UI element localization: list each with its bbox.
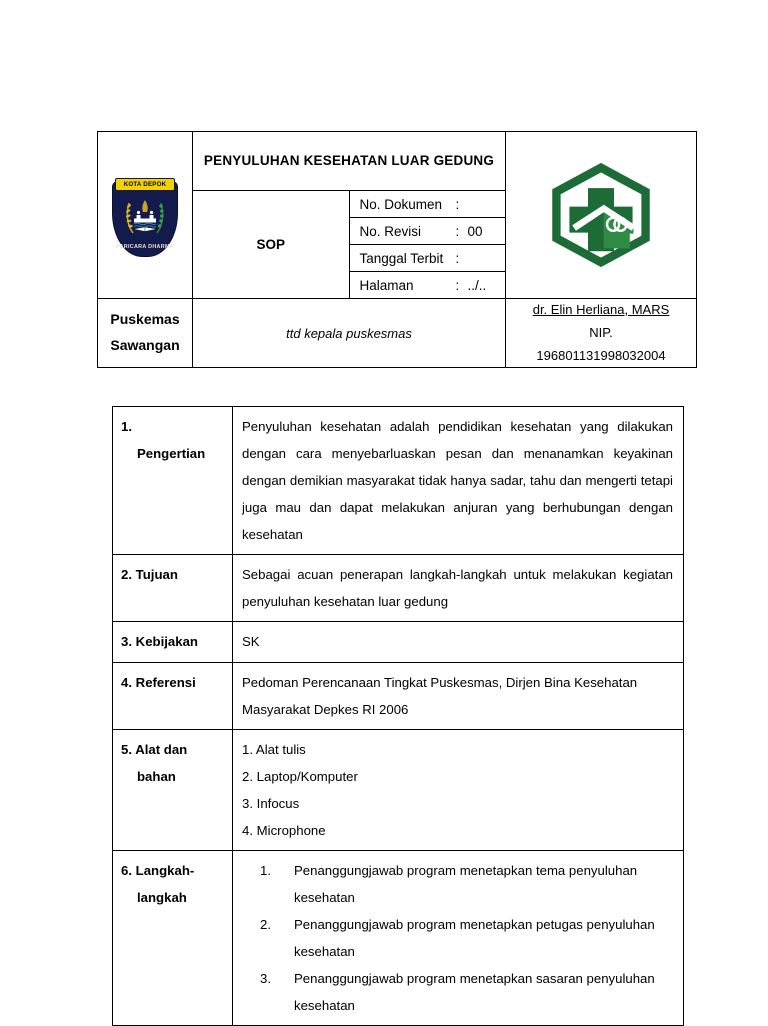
row-label-pengertian [113, 407, 233, 555]
table-row [113, 555, 684, 622]
signer-nip-label: NIP. [589, 324, 613, 340]
steps-list [242, 857, 673, 1019]
table-row [113, 622, 684, 662]
table-row [113, 729, 684, 850]
docinfo-tanggal-terbit [350, 245, 506, 272]
table-row [113, 850, 684, 1025]
docinfo-label-halaman: Halaman [359, 277, 414, 293]
row-label-text-5a: Alat dan [135, 741, 188, 757]
kota-depok-emblem-cell [98, 132, 193, 299]
row-body-kebijakan: SK [233, 622, 684, 662]
row-label-text-1: Pengertian [137, 446, 206, 462]
signature-note-cell: ttd kepala puskesmas [193, 299, 506, 368]
docinfo-sep-1: : [455, 223, 460, 239]
step-text-3: Penanggungjawab program menetapkan sasaran penyuluhan kesehatan [294, 971, 655, 1014]
table-row [113, 407, 684, 555]
puskesmas-cross-logo [545, 163, 657, 267]
kota-depok-emblem [112, 173, 178, 257]
alat-bahan-list [242, 736, 673, 844]
row-number-1: 1. [121, 419, 132, 434]
document-info-table [350, 191, 506, 298]
row-label-text-6a: Langkah- [135, 862, 195, 878]
document-title-cell [193, 132, 506, 191]
row-label-tujuan [113, 555, 233, 622]
row-label-text-4: Referensi [135, 674, 196, 690]
row-label-text-2: Tujuan [135, 567, 178, 583]
step-number-1: 1. [260, 862, 271, 878]
table-row [113, 662, 684, 729]
puskesmas-name-line1: Puskemas [110, 311, 180, 328]
docinfo-value-no-revisi: 00 [467, 223, 483, 239]
row-label-langkah-langkah [113, 850, 233, 1025]
docinfo-no-revisi [350, 218, 506, 245]
emblem-center-graphic [125, 197, 165, 239]
puskesmas-name-cell [98, 299, 193, 368]
list-item: 2. Laptop/Komputer [242, 768, 358, 784]
row-label-text-3: Kebijakan [135, 634, 198, 650]
row-number-4: 4. [121, 674, 132, 690]
docinfo-row-tanggal-terbit [350, 245, 506, 272]
list-item [242, 857, 673, 911]
row-label-text-5b: bahan [137, 768, 176, 784]
row-body-langkah-langkah [233, 850, 684, 1025]
docinfo-row-halaman [350, 272, 506, 299]
docinfo-sep-0: : [455, 196, 460, 212]
step-text-1: Penanggungjawab program menetapkan tema penyuluhan kesehatan [294, 862, 638, 905]
sop-label-cell: SOP [193, 191, 350, 299]
signer-cell [506, 299, 697, 368]
docinfo-label-no-revisi: No. Revisi [359, 223, 422, 239]
docinfo-no-dokumen [350, 191, 506, 218]
row-number-5: 5. [121, 741, 132, 757]
step-number-3: 3. [260, 971, 271, 987]
row-label-referensi [113, 662, 233, 729]
emblem-motto-label: PARICARA DHARMA [116, 244, 174, 250]
document-title: PENYULUHAN KESEHATAN LUAR GEDUNG [203, 153, 495, 169]
docinfo-sep-2: : [455, 250, 460, 266]
step-number-2: 2. [260, 917, 271, 932]
docinfo-label-no-dokumen: No. Dokumen [359, 196, 443, 212]
docinfo-row-no-dokumen [350, 191, 506, 218]
docinfo-row-no-revisi [350, 218, 506, 245]
row-number-2: 2. [121, 567, 132, 583]
docinfo-halaman [350, 272, 506, 299]
list-item: 3. Infocus [242, 795, 300, 811]
document-info-cell [349, 191, 506, 299]
row-body-alat-dan-bahan [233, 729, 684, 850]
row-body-tujuan: Sebagai acuan penerapan langkah-langkah untuk melakukan kegiatan penyuluhan kesehatan luar gedung [233, 555, 684, 622]
step-text-2: Penanggungjawab program menetapkan petugas penyuluhan kesehatan [294, 917, 655, 960]
document-header-table [97, 131, 697, 368]
row-body-pengertian: Penyuluhan kesehatan adalah pendidikan kesehatan yang dilakukan dengan cara menyebarluaskan pesan dan menanamkan keyakinan dengan demikian masyarakat tidak hanya sadar, tahu dan mengerti tetapi juga mau dan dapat melakukan anjuran yang berhubungan dengan kesehatan [233, 407, 684, 555]
row-number-3: 3. [121, 634, 132, 650]
row-label-kebijakan [113, 622, 233, 662]
docinfo-value-halaman: ../.. [467, 277, 487, 293]
puskesmas-name-line2: Sawangan [110, 337, 180, 354]
list-item: 4. Microphone [242, 822, 326, 838]
docinfo-label-tanggal-terbit: Tanggal Terbit [359, 250, 444, 266]
signer-name: dr. Elin Herliana, MARS [532, 302, 670, 317]
list-item [242, 911, 673, 965]
puskesmas-logo-cell [506, 132, 697, 299]
list-item: 1. Alat tulis [242, 741, 306, 757]
sop-content-table [112, 406, 684, 1026]
docinfo-sep-3: : [455, 277, 460, 293]
row-body-referensi: Pedoman Perencanaan Tingkat Puskesmas, Dirjen Bina Kesehatan Masyarakat Depkes RI 2006 [233, 662, 684, 729]
row-number-6: 6. [121, 862, 132, 878]
list-item [242, 965, 673, 1019]
emblem-banner-label: KOTA DEPOK [115, 178, 175, 191]
signer-nip-value: 196801131998032004 [536, 347, 666, 363]
row-label-text-6b: langkah [137, 889, 187, 905]
row-label-alat-dan-bahan [113, 729, 233, 850]
